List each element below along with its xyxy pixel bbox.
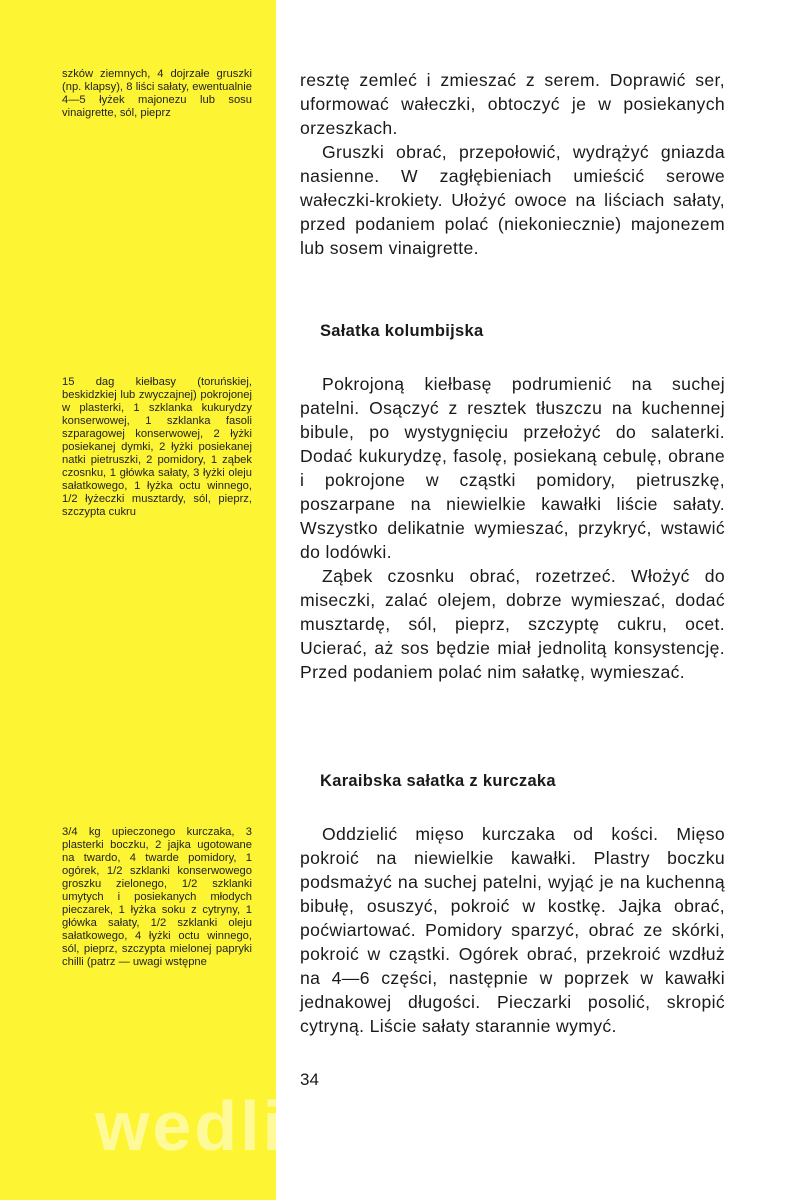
ingredients-note-colombian-salad: 15 dag kiełbasy (toruńskiej, beskidzkiej lub zwyczajnej) pokrojonej w plasterki, 1 szklanka kukurydzy konserwowej, 1 szklanka fasoli szparagowej konserwowej, 2 łyżki posiekanej dymki, 2 łyżki posiekanej natki pietruszki, 2 pomidory, 1 ząbek czosnku, 1 główka sałaty, 3 łyżki oleju sałatkowego, 1 łyżka octu winnego, 1/2 łyżeczki musztardy, sól, pieprz, szczypta cukru [62, 376, 252, 518]
ingredients-note-pear-salad: szków ziemnych, 4 dojrzałe gruszki (np. klapsy), 8 liści sałaty, ewentualnie 4—5 łyżek majonezu lub sosu vinaigrette, sól, pieprz [62, 68, 252, 119]
recipe-body-colombian [300, 372, 725, 684]
watermark: wedlinydomowe.pl [95, 1087, 766, 1165]
intro-paragraph: Gruszki obrać, przepołowić, wydrążyć gniazda nasienne. W zagłębieniach umieścić serowe wałeczki-krokiety. Ułożyć owoce na liściach sałaty, przed podaniem polać (niekoniecznie) majonezem lub sosem vinaigrette. [300, 142, 725, 258]
recipe-title-colombian: Sałatka kolumbijska [320, 322, 484, 340]
recipe-paragraph: Pokrojoną kiełbasę podrumienić na suchej patelni. Osączyć z resztek tłuszczu na kuchennej bibule, po wystygnięciu przełożyć do salaterki. Dodać kukurydzę, fasolę, posiekaną cebulę, obrane i pokrojone w cząstki pomidory, pietruszkę, poszarpane na niewielkie kawałki liście sałaty. Wszystko delikatnie wymieszać, przykryć, wstawić do lodówki. [300, 374, 725, 562]
recipe-body-caribbean [300, 822, 725, 1038]
recipe-title-caribbean: Karaibska sałatka z kurczaka [320, 772, 556, 790]
intro-paragraph: resztę zemleć i zmieszać z serem. Doprawić ser, uformować wałeczki, obtoczyć je w posiekanych orzeszkach. [300, 70, 725, 138]
intro-text [300, 68, 725, 260]
ingredients-sidebar [0, 0, 276, 1200]
page-number: 34 [300, 1070, 319, 1089]
recipe-paragraph: Oddzielić mięso kurczaka od kości. Mięso pokroić na niewielkie kawałki. Plastry boczku podsmażyć na suchej patelni, wyjąć je na kuchenną bibułę, osuszyć, pokroić w kostkę. Jajka obrać, poćwiartować. Pomidory sparzyć, obrać ze skórki, pokroić w cząstki. Ogórek obrać, przekroić wzdłuż na 4—6 części, następnie w poprzek w kawałki jednakowej długości. Pieczarki posolić, skropić cytryną. Liście sałaty starannie wymyć. [300, 824, 725, 1036]
ingredients-note-caribbean-salad: 3/4 kg upieczonego kurczaka, 3 plasterki boczku, 2 jajka ugotowane na twardo, 4 twarde pomidory, 1 ogórek, 1/2 szklanki konserwowego groszku zielonego, 1/2 szklanki umytych i posiekanych młodych pieczarek, 1 łyżka soku z cytryny, 1 główka sałaty, 1/2 szklanki oleju sałatkowego, 4 łyżki octu winnego, sól, pieprz, szczypta mielonej papryki chilli (patrz — uwagi wstępne [62, 826, 252, 968]
recipe-paragraph: Ząbek czosnku obrać, rozetrzeć. Włożyć do miseczki, zalać olejem, dobrze wymieszać, dodać musztardę, sól, pieprz, szczyptę cukru, ocet. Ucierać, aż sos będzie miał jednolitą konsystencję. Przed podaniem polać nim sałatkę, wymieszać. [300, 566, 725, 682]
